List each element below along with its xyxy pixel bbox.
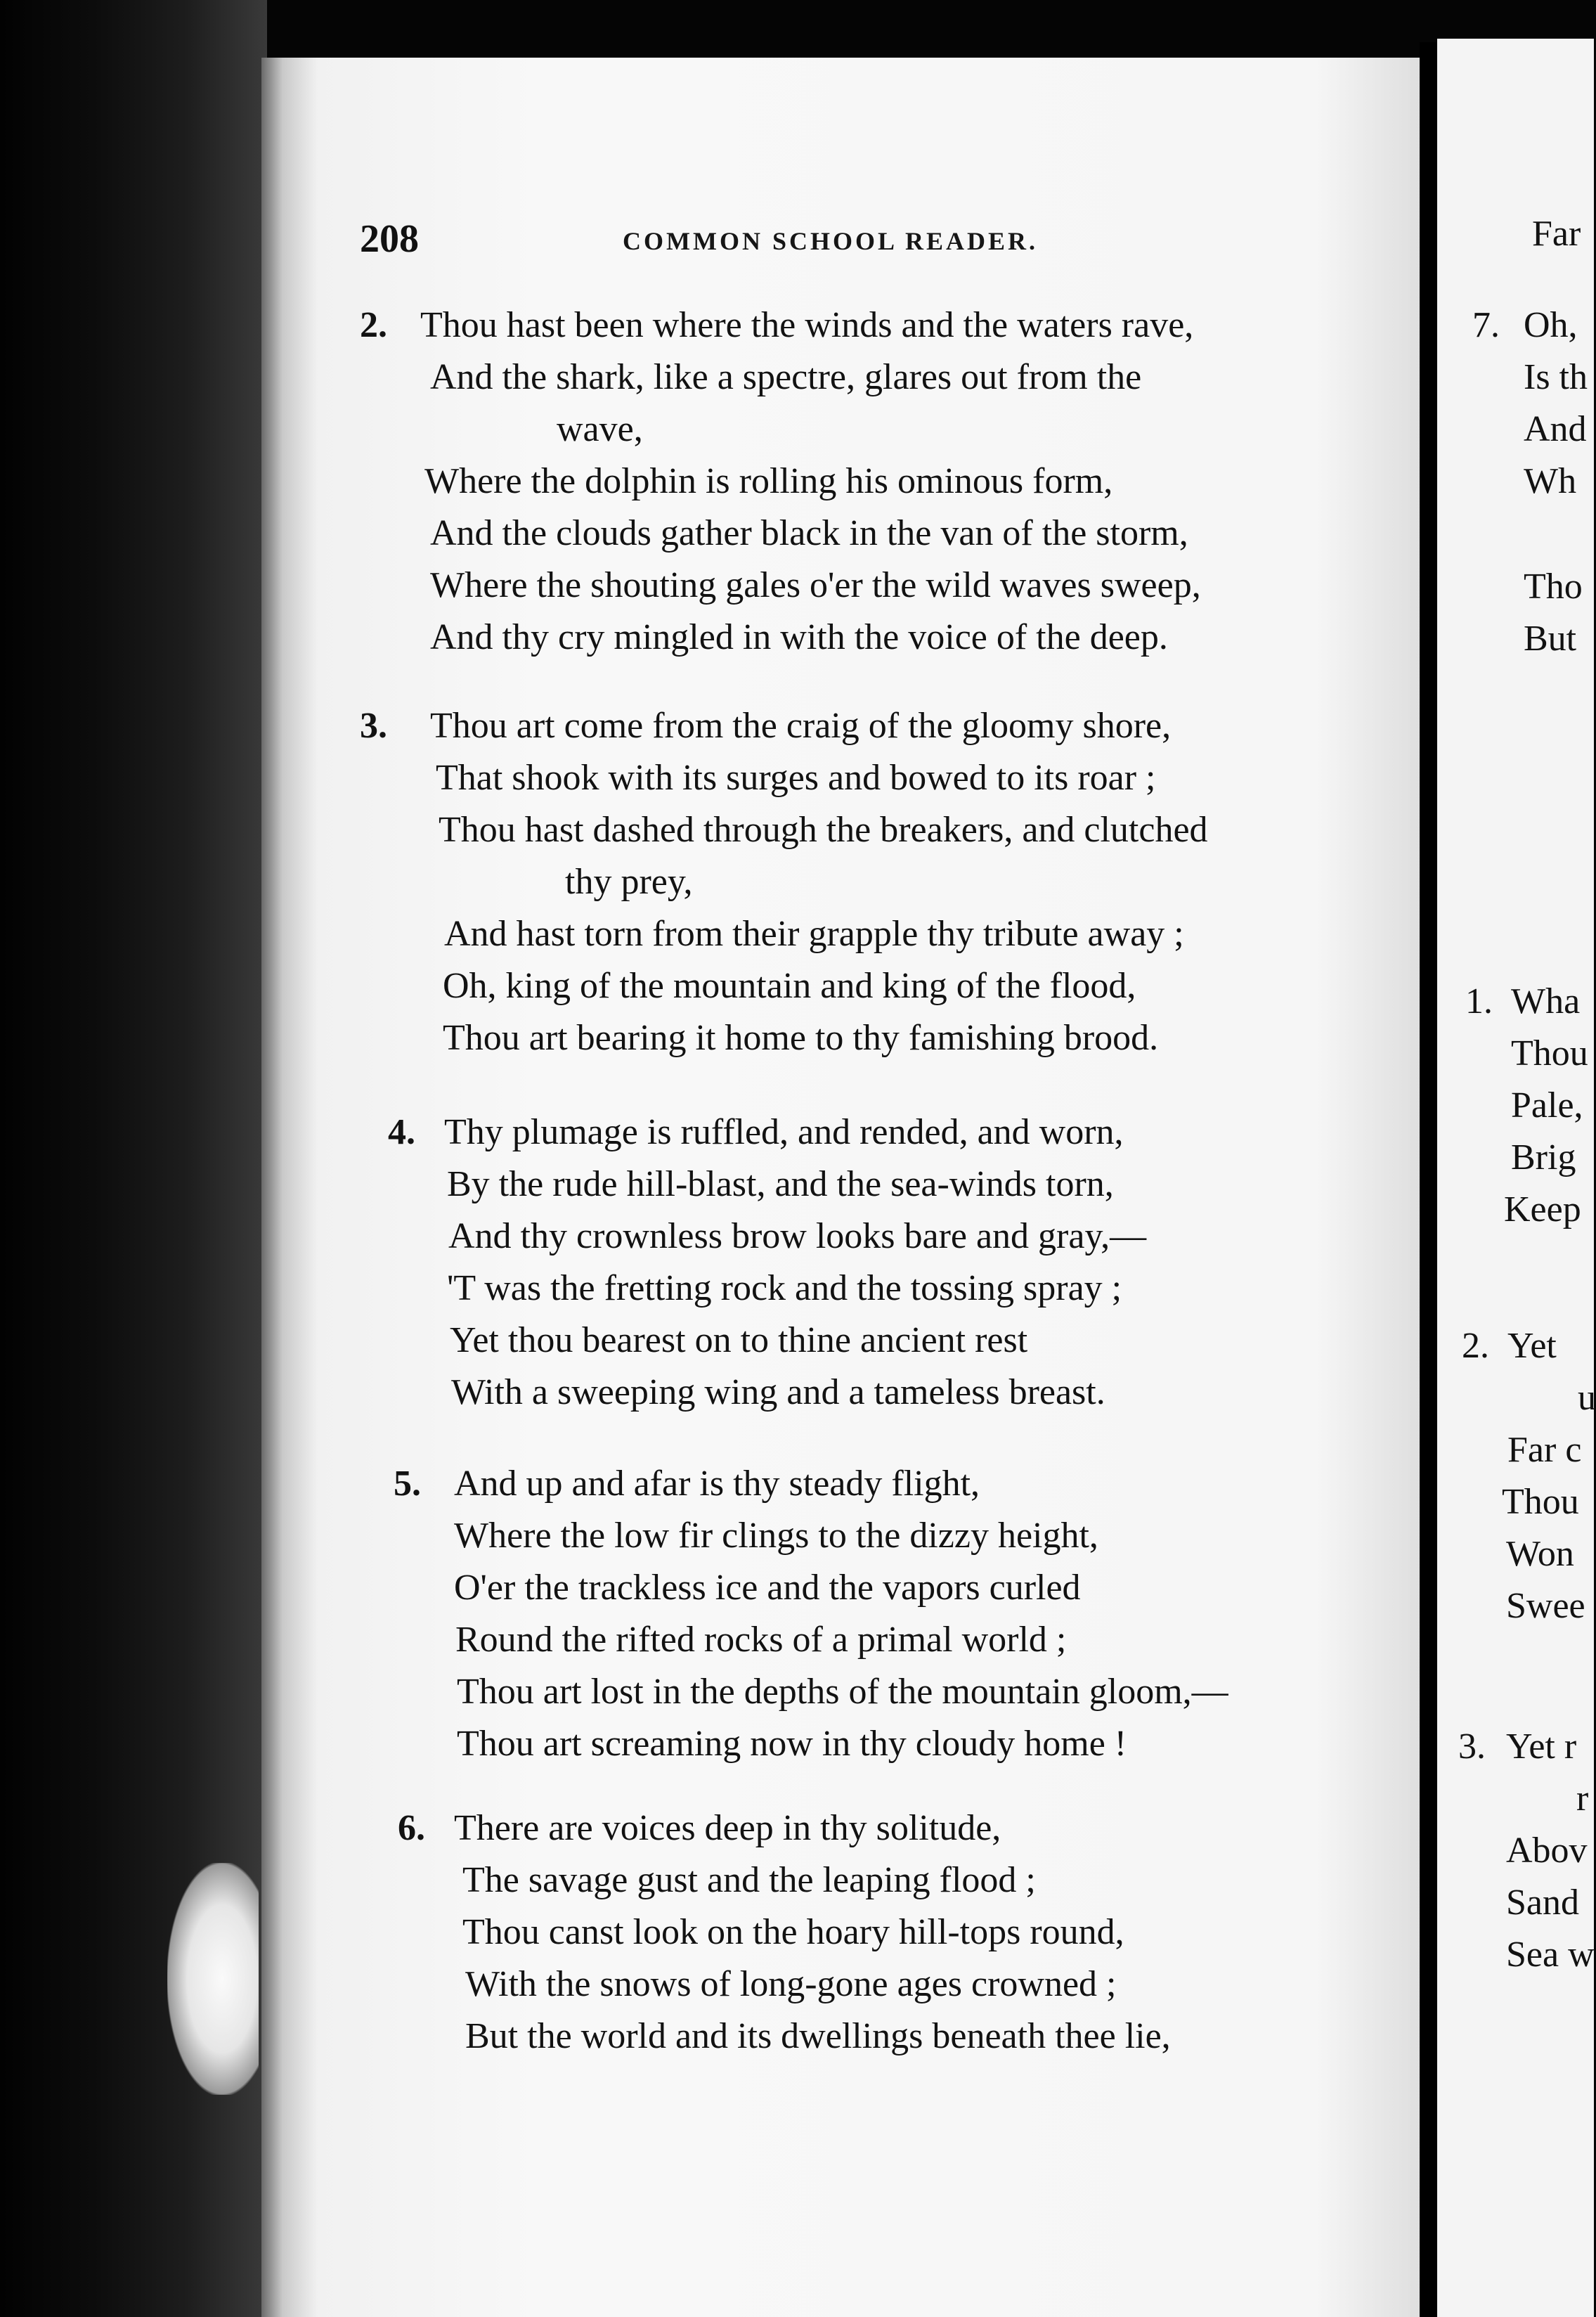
stanza-number: 4.	[388, 1112, 415, 1152]
facing-page-fragment: Far 7. Oh, Is th And Wh Tho But 1. Wha Thou Pale, Brig Keep 2. Yet u Far c Thou Won Swee 3. Yet r r Abov Sand Sea w	[1437, 39, 1594, 2317]
stanza-number: 5.	[394, 1464, 421, 1504]
stanza-number: 3.	[360, 706, 387, 746]
stanza-number: 2.	[360, 305, 387, 345]
running-head: COMMON SCHOOL READER.	[623, 227, 1039, 255]
page-header	[360, 217, 1372, 266]
page-gutter	[1420, 42, 1439, 2317]
page-number: 208	[360, 217, 419, 261]
stanza-number: 6.	[398, 1808, 425, 1848]
torn-page-edge	[167, 1863, 259, 2095]
